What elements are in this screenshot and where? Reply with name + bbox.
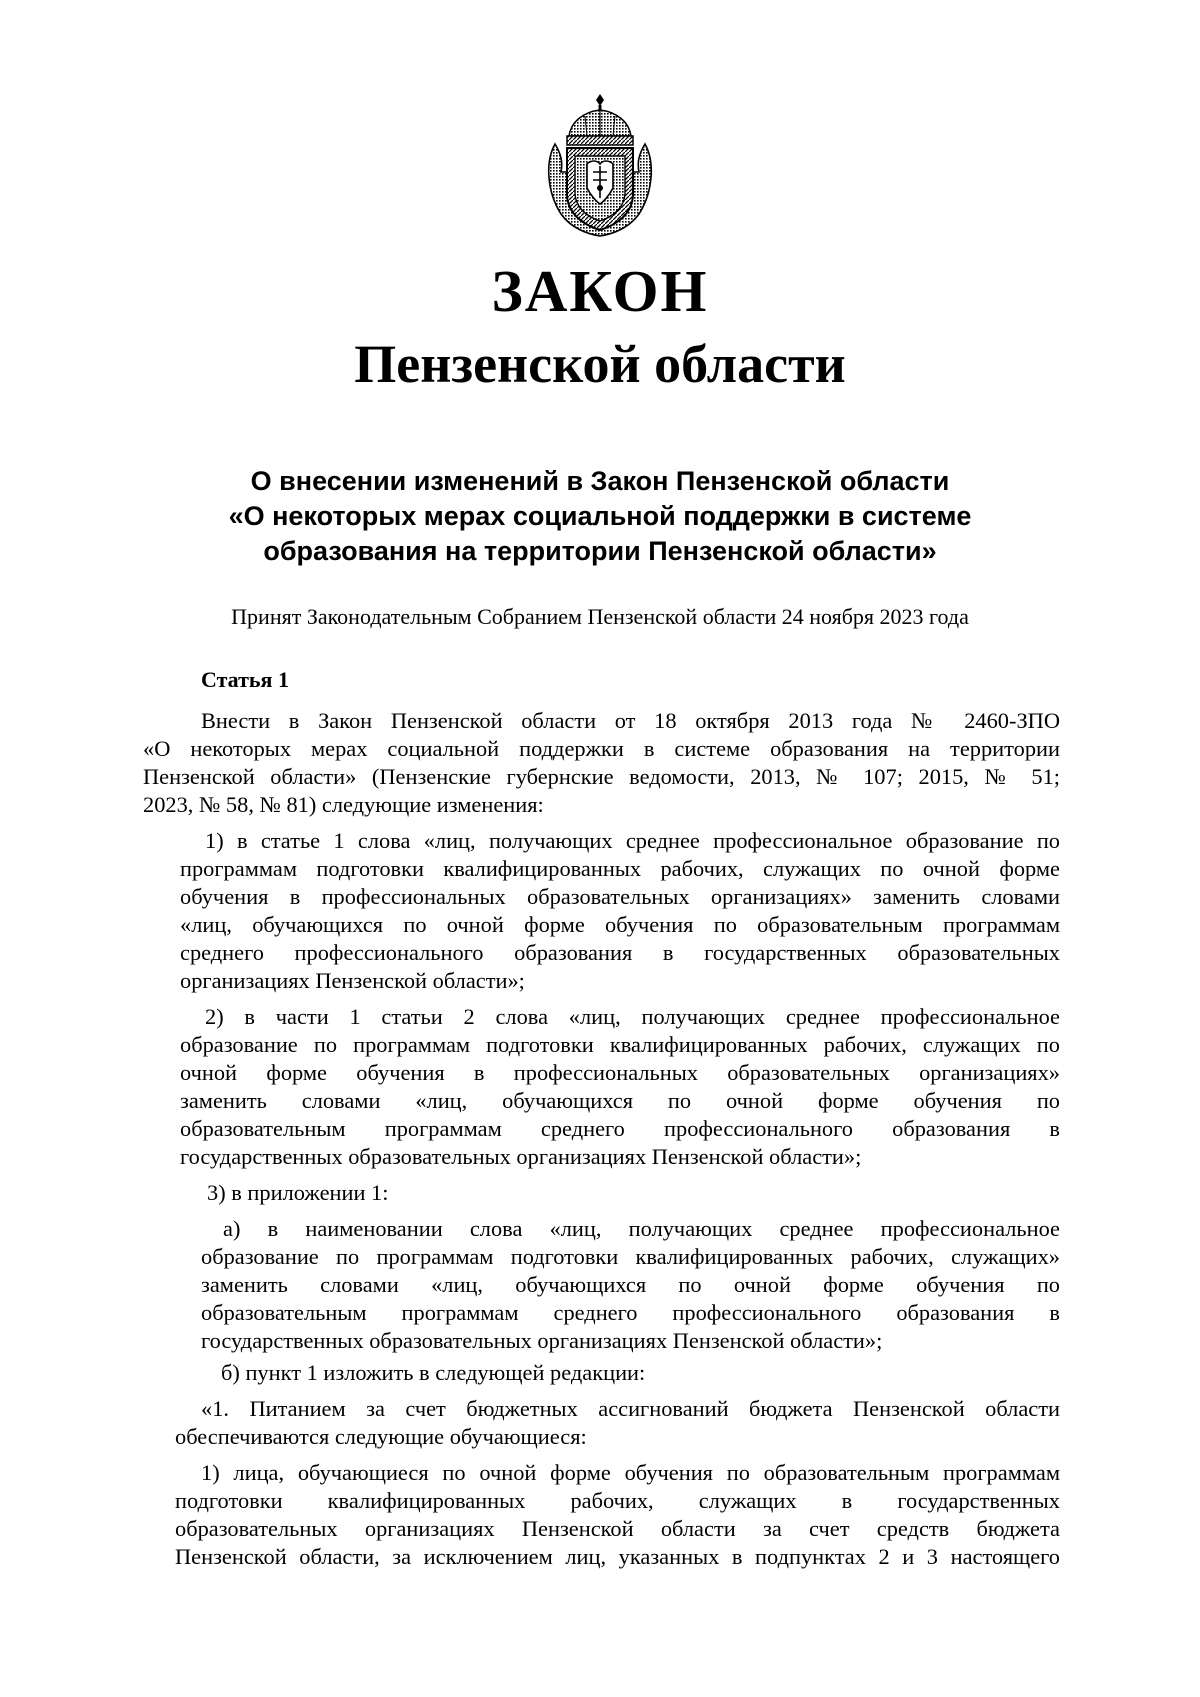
body-line: «1. Питанием за счет бюджетных ассигнований бюджета Пензенской области (201, 1396, 1060, 1421)
body-line: подготовки квалифицированных рабочих, служащих в государственных (175, 1488, 1060, 1513)
body-line: организациях Пензенской области»; (180, 968, 525, 993)
penza-coat-of-arms-icon (541, 92, 659, 238)
body-line: программам подготовки квалифицированных рабочих, служащих по очной форме (180, 856, 1060, 881)
body-line: заменить словами «лиц, обучающихся по очной форме обучения по (201, 1272, 1060, 1297)
body-line: «лиц, обучающихся по очной форме обучения по образовательным программам (180, 912, 1060, 937)
body-line: 3) в приложении 1: (207, 1180, 389, 1205)
body-line: обучения в профессиональных образовательных организациях» заменить словами (180, 884, 1060, 909)
body-line: обеспечиваются следующие обучающиеся: (175, 1424, 587, 1449)
body-line: государственных образовательных организациях Пензенской области»; (180, 1144, 862, 1169)
body-line: Пензенской области» (Пензенские губернские ведомости, 2013, № 107; 2015, № 51; (143, 764, 1060, 789)
body-line: образовательным программам среднего профессионального образования в (201, 1300, 1060, 1325)
body-line: «О некоторых мерах социальной поддержки в системе образования на территории (143, 736, 1060, 761)
document-title: ЗАКОН (491, 258, 709, 324)
body-line: образовательным программам среднего профессионального образования в (180, 1116, 1060, 1141)
body-line: 1) в статье 1 слова «лиц, получающих среднее профессиональное образование по (205, 828, 1060, 853)
body-line: заменить словами «лиц, обучающихся по очной форме обучения по (180, 1088, 1060, 1113)
body-line: 2) в части 1 статьи 2 слова «лиц, получающих среднее профессиональное (205, 1004, 1060, 1029)
adoption-line: Принят Законодательным Собранием Пензенской области 24 ноября 2023 года (231, 604, 969, 629)
body-line: Пензенской области, за исключением лиц, указанных в подпунктах 2 и 3 настоящего (175, 1544, 1060, 1569)
article-heading: Статья 1 (201, 667, 289, 692)
body-line: а) в наименовании слова «лиц, получающих среднее профессиональное (223, 1216, 1060, 1241)
body-line: 2023, № 58, № 81) следующие изменения: (143, 792, 544, 817)
law-heading-line: «О некоторых мерах социальной поддержки в системе (228, 501, 972, 531)
body-line: образование по программам подготовки квалифицированных рабочих, служащих по (180, 1032, 1060, 1057)
document-region: Пензенской области (354, 334, 846, 394)
law-heading-line: О внесении изменений в Закон Пензенской области (250, 466, 950, 496)
body-line: Внести в Закон Пензенской области от 18 октября 2013 года № 2460-ЗПО (201, 708, 1060, 733)
law-heading-line: образования на территории Пензенской области» (263, 536, 937, 566)
body-line: среднего профессионального образования в государственных образовательных (180, 940, 1060, 965)
body-line: государственных образовательных организациях Пензенской области»; (201, 1328, 883, 1353)
body-line: очной форме обучения в профессиональных образовательных организациях» (180, 1060, 1060, 1085)
body-line: б) пункт 1 изложить в следующей редакции: (221, 1360, 646, 1385)
law-heading (140, 464, 1060, 569)
body-line: образовательных организациях Пензенской области за счет средств бюджета (175, 1516, 1060, 1541)
body-line: 1) лица, обучающиеся по очной форме обучения по образовательным программам (201, 1460, 1060, 1485)
body-line: образование по программам подготовки квалифицированных рабочих, служащих» (201, 1244, 1060, 1269)
